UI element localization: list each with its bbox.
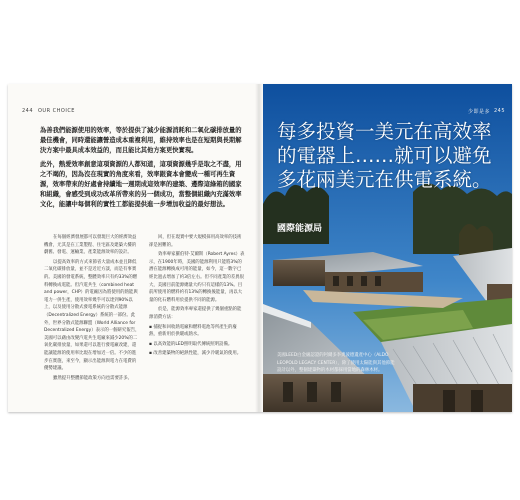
intro-paragraph: 為善我們能源使用的效率，等於提供了減少能源消耗和二氧化碳排放量的最佳機會，同時還能讓營造成本重複利用，維持效率也是在短期與長期解決方案中最具成本效益的，而且能比其他方案更快實現。 — [40, 127, 242, 154]
body-paragraph: 雖然提升整體節能政策方向也需要許多。 — [53, 375, 133, 381]
body-column-left — [44, 234, 140, 384]
body-paragraph: 於是，能源效率專家還提供了幾個重點的能源消費方法： — [149, 307, 242, 320]
running-head-left: OUR CHOICE — [38, 108, 75, 114]
bullet-item: ▪ 改善建築物的絕熱性能，減少冷暖氣的使用。 — [149, 351, 242, 357]
body-paragraph: 回，但在現實中要大規模採用高效率的技術卻是困難的。 — [149, 235, 242, 248]
quote-attribution: 國際能源局 — [277, 224, 323, 234]
running-head-right: 少即是多 — [468, 109, 491, 115]
book-gutter — [255, 84, 263, 412]
photo-caption: 美國LEED白金級認證的阿爾多李奧波德遺產中心（ALDO LEOPOLD LEGACY CENTER），除了使用太陽能與其他節能設計以外，整個建築物的木材都採用當地的森林木材。 — [277, 353, 395, 373]
pull-quote: 每多投資一美元在高效率的電器上……就可以避免多花兩美元在供電系統。 — [277, 120, 492, 191]
bullet-item: ▪ 以高效能的LED照明取代傳統照明設備。 — [149, 341, 233, 347]
body-paragraph: 在每個經濟發展都可以發現巨大的經濟效益機會，尤其是在工業製程、住宅區及建築大樓的劇舊、發電、運輸業、產業能源效率的設計。 — [44, 235, 137, 256]
left-page — [8, 84, 256, 412]
body-paragraph: 效率專家羅伯特‧艾爾斯（Robert Ayres）表示，在1900年時，美國的能源利用只能將3%的潛在能源轉換成可用的能量，如今，這一數字已經比過去增加了約3倍左右。但不同產業的差異很大，美國目前能源總量大約只有這樣的13%。目前所使用的燃料約有13%的轉換後能量，再以大量的化石燃料用於提供不同的能源。 — [149, 252, 245, 303]
intro-paragraph: 此外，熱愛效率創意這項資源的人都知道，這項資源幾乎是取之不盡，用之不竭的，因為沒在現實的角度來看，效率跟資本會變成一種可再生資源，效率帶來的好處會持續地一週期成這效率的建築、邊際這綠箱的國家和組織，會感受到成功改革所帶來的另一個成功，當整個組織內充滿效率文化，能讓中每個利的實性工都能提供進一步增加收益的最好想法。 — [40, 161, 242, 208]
book-spread — [8, 84, 512, 412]
body-column-right — [149, 234, 245, 360]
bullet-item: ▪ 捕捉和回收熱電廠和燃料電池等所產生的廢熱，重新用於供暖或熱水。 — [149, 324, 237, 338]
page-number-right: 245 — [494, 108, 506, 114]
page-number-left: 244 — [22, 108, 34, 114]
right-page — [263, 84, 512, 412]
intro-text — [40, 126, 246, 214]
body-paragraph: 以提高效率的方式來節省大量成本並且降低二氧化碳排放量，並不是近近方談，而是有事實的。美國的發電系統，整體效率只有約33%的燃料轉換成電能。但汽電共生（combined heat and power，CHP）的電廠因為將使用的熱能與電力一併生產，使用效率幾乎可以達到90%以上，以及使用分散式發電系統的分散式能源（Decentralized Energy）系統的一部份。此外，世界分散式能源聯盟（World Alliance for Decentralized Energy）表示的一個研究報告，美國可以藉由改變汽電共生電廠來減少20%的二氧化碳排放量，如果還可以進行發電廠改建，還能讓能源的使用率比現在增加近一倍。不少的進步在實施，來至今，顯示出能源與電力在電費的優勢建議。 — [44, 259, 140, 372]
